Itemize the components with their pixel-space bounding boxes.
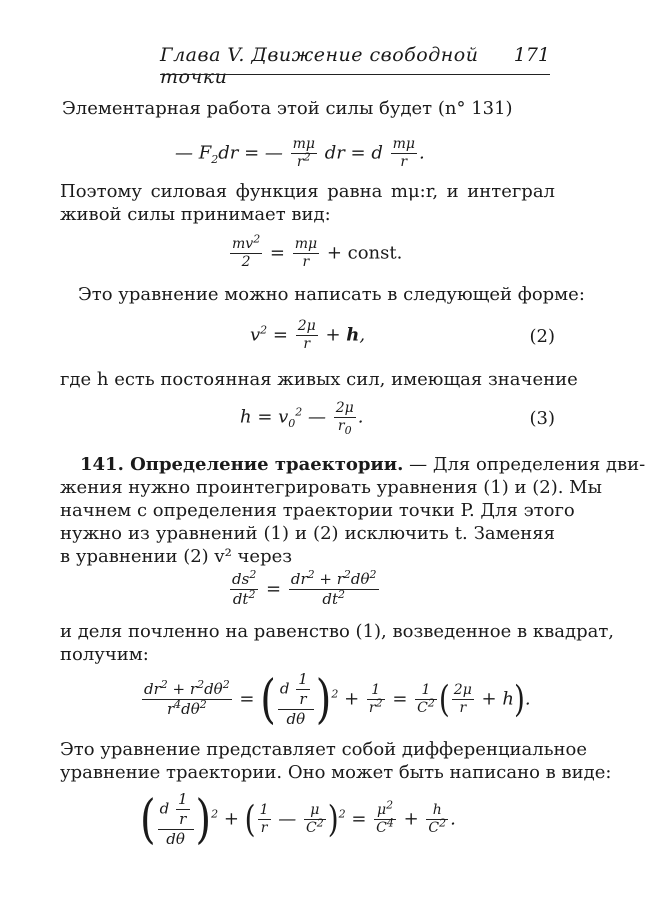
equation-differential: ( d $\frac{1}{r}$ dθ )$^2$ + ( $\frac{1}{r}$ — $\frac{\mu}{C^2}$ )$^2$ = $\frac{\mu^2}{C^4}$ + $\frac{h}{C^2}$ . — [140, 789, 456, 850]
equation-number-2: (2) — [529, 326, 555, 347]
equation-trajectory: $\frac{dr^2 + r^2d\theta^2}{r^4d\theta^2}$ = ( d $\frac{1}{r}$ dθ )$^2$ + $\frac{1}{r^2}$ = $\frac{1}{C^2}$ ( $\frac{2\mu}{r}$ + h). — [144, 669, 531, 730]
section-line-3: начнем с определения траектории точки P. Для этого — [60, 500, 575, 521]
const-label: const. — [347, 242, 403, 264]
work-sentence: Элементарная работа этой силы будет (n° 131) — [62, 98, 513, 119]
page-number: 171 — [513, 44, 550, 66]
equation-2: $v^2$ = $\frac{2\mu}{r}$ + h, — [250, 318, 366, 352]
equation-number-3: (3) — [529, 408, 555, 429]
running-title: Глава V. Движение свободной точки — [160, 44, 479, 88]
page-header — [100, 44, 550, 88]
divide-line-1: и деля почленно на равенство (1), возведенное в квадрат, — [60, 621, 615, 642]
section-heading: 141. Определение траектории. — [80, 454, 404, 475]
constant-h-sentence: где h есть постоянная живых сил, имеющая значение — [60, 369, 578, 390]
equation-3: $h = v_0^2$ — $\frac{2\mu}{r_0}$ . — [240, 400, 364, 437]
section-line-2: жения нужно проинтегрировать уравнения (1) и (2). Мы — [60, 477, 602, 498]
force-function-line-1: Поэтому силовая функция равна mμ:r, и интеграл — [60, 181, 555, 202]
equation-ds-dt: $\frac{ds^2}{dt^2}$ = $\frac{dr^2 + r^2d\theta^2}{dt^2}$ — [232, 568, 377, 608]
differential-line-1: Это уравнение представляет собой дифференциальное — [60, 739, 587, 760]
section-first-line-rest: — Для определения дви- — [409, 454, 645, 475]
header-rule — [160, 74, 550, 75]
section-line-5: в уравнении (2) v² через — [60, 546, 293, 567]
divide-line-2: получим: — [60, 644, 149, 665]
differential-line-2: уравнение траектории. Оно может быть написано в виде: — [60, 762, 612, 783]
equation-work: — $F_2dr$ = — $\frac{m\mu}{r^2}$ dr = d $\frac{m\mu}{r}$ . — [175, 136, 425, 170]
section-line-4: нужно из уравнений (1) и (2) исключить t. Заменяя — [60, 523, 555, 544]
section-first-line — [80, 453, 645, 477]
equation-form-sentence: Это уравнение можно написать в следующей форме: — [78, 284, 585, 305]
force-function-line-2: живой силы принимает вид: — [60, 204, 331, 225]
equation-living-force: $\frac{mv^2}{2}$ = $\frac{m\mu}{r}$ + const. — [232, 232, 403, 270]
